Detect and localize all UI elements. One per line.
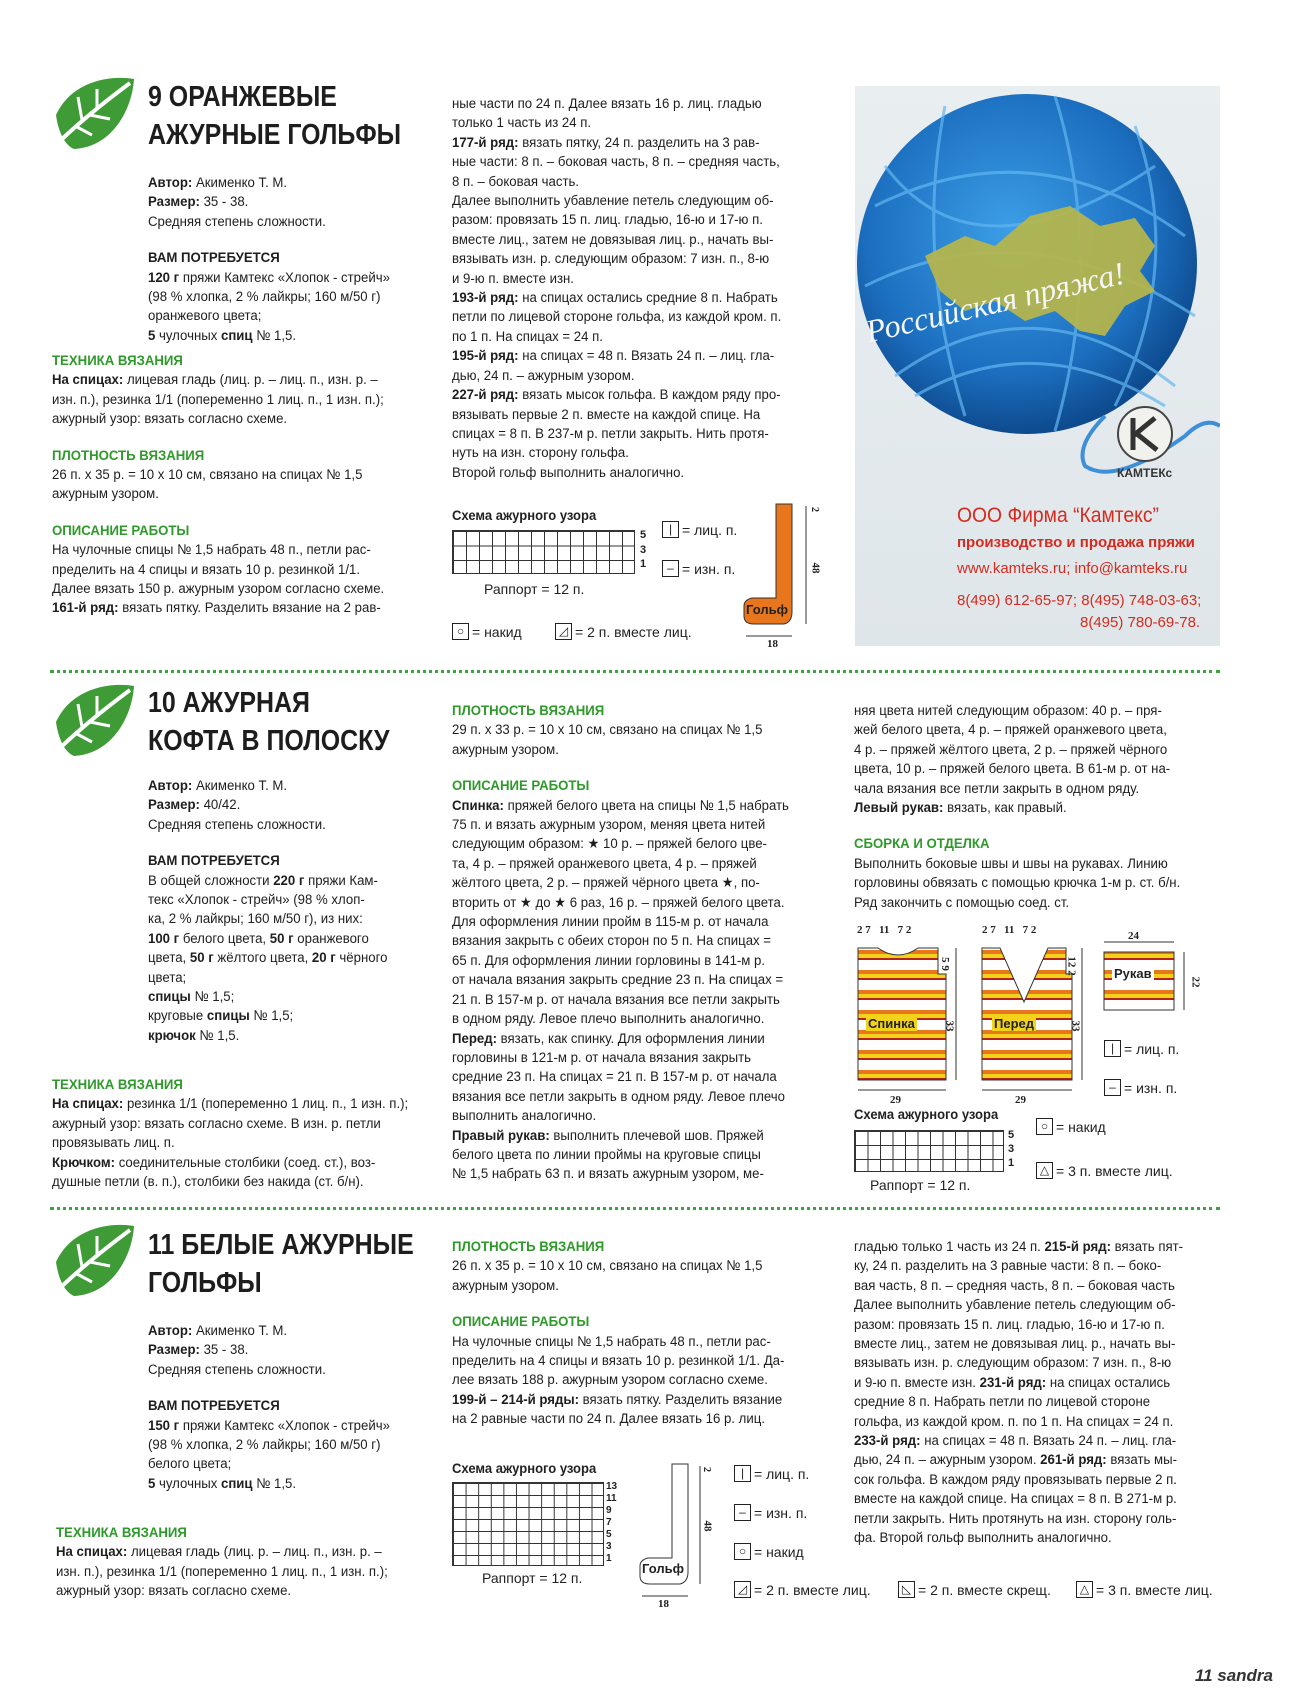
rapport-label: Раппорт = 12 п. (870, 1177, 971, 1193)
scheme-title: Схема ажурного узора (452, 1460, 597, 1476)
sock-top-dim: 2 (809, 507, 820, 512)
purl-symbol-icon: – (734, 1504, 751, 1521)
scheme-title: Схема ажурного узора (854, 1106, 999, 1122)
k3tog-icon: △ (1036, 1162, 1053, 1179)
front-label: Перед (994, 1016, 1034, 1031)
section-11-description: ПЛОТНОСТЬ ВЯЗАНИЯ 26 п. х 35 р. = 10 х 10 см, связано на спицах № 1,5 ажурным узором. ОПИСАНИЕ РАБОТЫ На чулочные спицы № 1,5 набрать 48 п., петли рас- пределить на 4 спицы и вязать 10 р. резинкой 1/1. Да- лее вязать 188 р. ажурным узором согласно схеме. 199-й – 214-й ряды: вязать пятку. Разделить вязание на 2 равные части по 24 п. Далее вязать 16 р. лиц. (452, 1239, 785, 1428)
ad-website: www.kamteks.ru; info@kamteks.ru (957, 560, 1188, 577)
section-9-meta: Автор: Акименко Т. М. Размер: 35 - 38. Средняя степень сложности. ВАМ ПОТРЕБУЕТСЯ 120 г пряжи Камтекс «Хлопок - стрейч» (98 % хлопка, 2 % лайкры; 160 м/50 г) оранжевого цвета; 5 чулочных спиц № 1,5. (148, 175, 390, 344)
leaf-icon (52, 75, 137, 155)
section-11-technique: ТЕХНИКА ВЯЗАНИЯ На спицах: лицевая гладь (лиц. р. – лиц. п., изн. р. – изн. п.), резинка 1/1 (попеременно 1 лиц. п., 1 изн. п.); ажурный узор: вязать согласно схеме. (56, 1525, 388, 1600)
back-panel (858, 948, 946, 1080)
ad-phones-2: 8(495) 780-69-78. (1080, 614, 1201, 631)
legend-yarn-over: ○ = накид (1036, 1118, 1106, 1135)
knit-symbol-icon: | (1104, 1040, 1121, 1057)
legend-k2tog: ◿ = 2 п. вместе лиц. (734, 1581, 871, 1598)
sock-label: Гольф (746, 602, 788, 617)
kamteks-advert (855, 86, 1220, 646)
sock-width-dim: 18 (658, 1598, 669, 1610)
rapport-label: Раппорт = 12 п. (484, 581, 585, 597)
back-top-dims: 2 7 11 7 2 (857, 924, 912, 936)
section-10-sleeve-assembly: няя цвета нитей следующим образом: 40 р. – пря- жей белого цвета, 4 р. – пряжей оранжевого цвета, 4 р. – пряжей жёлтого цвета, 2 р. – пряжей чёрного цвета, 10 р. – пряжей белого цвета. В 61-м р. от на- чала вязания все петли закрыть в одном ряду. Левый рукав: вязать, как правый. СБОРКА И ОТДЕЛКА Выполнить боковые швы и швы на рукавах. Линию горловины обвязать с помощью крючка 1-м р. ст. б/н. Ряд закончить с помощью соед. ст. (854, 703, 1181, 911)
section-divider (50, 1207, 1220, 1210)
garment-diagram (854, 930, 1224, 1100)
front-width-dim: 29 (1015, 1094, 1026, 1106)
legend-purl: – = изн. п. (734, 1504, 807, 1521)
leaf-icon (52, 682, 137, 762)
sleeve-height-dim: 22 (1189, 976, 1202, 988)
ad-company: ООО Фирма “Камтекс” (957, 504, 1159, 527)
section-10-meta: Автор: Акименко Т. М. Размер: 40/42. Средняя степень сложности. ВАМ ПОТРЕБУЕТСЯ В общей сложности 220 г пряжи Кам- текс «Хлопок - стрейч» (98 % хлоп- ка, 2 % лайкры; 160 м/50 г), из них: 100 г белого цвета, 50 г оранжевого цвета, 50 г жёлтого цвета, 20 г чёрного цвета; спицы № 1,5; круговые спицы № 1,5; крючок № 1,5. (148, 778, 388, 1044)
section-divider (50, 670, 1220, 673)
legend-purl: – = изн. п. (662, 560, 735, 577)
pattern-chart (854, 1130, 1004, 1172)
back-width-dim: 29 (890, 1094, 901, 1106)
section-10-title: 10 АЖУРНАЯ КОФТА В ПОЛОСКУ (148, 687, 390, 757)
yarn-over-icon: ○ (452, 623, 469, 640)
back-height-dim: 33 (943, 1020, 956, 1032)
k2tog-icon: ◿ (734, 1581, 751, 1598)
legend-knit: | = лиц. п. (734, 1465, 809, 1482)
ad-phones-1: 8(499) 612-65-97; 8(495) 748-03-63; (957, 592, 1202, 609)
section-9-continued: ные части по 24 п. Далее вязать 16 р. лиц. гладью только 1 часть из 24 п. 177-й ряд: вязать пятку, 24 п. разделить на 3 рав- ные части: 8 п. – боковая часть, 8 п. – средняя часть, 8 п. – боковая часть. Далее выполнить убавление петель следующим об- разом: провязать 15 п. лиц. гладью, 16-ю и 17-ю п. вместе лиц., затем не довязывая лиц. р., начать вы- вязывать изн. р. следующим образом: 7 изн. п., 8-ю и 9-ю п. вместе изн. 193-й ряд: на спицах остались средние 8 п. Набрать петли по лицевой стороне гольфа, из каждой кром. п. по 1 п. На спицах = 24 п. 195-й ряд: на спицах = 48 п. Вязать 24 п. – лиц. гла- дью, 24 п. – ажурным узором. 227-й ряд: вязать мысок гольфа. В каждом ряду про- вязывать первые 2 п. вместе на каждой спице. На спицах = 8 п. В 237-м р. петли закрыть. Нить протя- нуть на изн. сторону гольфа. Второй гольф выполнить аналогично. (452, 96, 782, 481)
sock-diagram (740, 500, 820, 648)
ad-brand: КАМТЕКс (1117, 466, 1173, 480)
ssk-icon: ◺ (898, 1581, 915, 1598)
section-10-technique: ТЕХНИКА ВЯЗАНИЯ На спицах: резинка 1/1 (попеременно 1 лиц. п., 1 изн. п.); ажурный узор: вязать согласно схеме. В изн. р. петли провязывать лиц. п. Крючком: соединительные столбики (соед. ст.), воз- душные петли (в. п.), столбики без накида (ст. б/н). (52, 1077, 409, 1191)
back-side-dims: 5 9 (938, 957, 951, 971)
sleeve-label: Рукав (1114, 966, 1152, 981)
sock-height-dim: 48 (809, 562, 822, 574)
sock-diagram (636, 1460, 716, 1610)
legend-purl: – = изн. п. (1104, 1079, 1177, 1096)
leaf-icon (52, 1222, 137, 1302)
front-panel (982, 948, 1072, 1080)
legend-k2tog: ◿ = 2 п. вместе лиц. (555, 623, 692, 640)
ad-subtitle: производство и продажа пряжи (957, 534, 1195, 551)
legend-k3tog: △ = 3 п. вместе лиц. (1076, 1581, 1213, 1598)
scheme-title: Схема ажурного узора (452, 507, 597, 523)
front-height-dim: 33 (1069, 1020, 1082, 1032)
front-side-dims: 12 2 (1065, 956, 1078, 976)
rapport-label: Раппорт = 12 п. (482, 1570, 583, 1586)
pattern-chart (452, 530, 635, 574)
legend-knit: | = лиц. п. (1104, 1040, 1179, 1057)
back-label: Спинка (868, 1016, 915, 1031)
yarn-over-icon: ○ (734, 1543, 751, 1560)
sock-top-dim: 2 (701, 1467, 712, 1472)
sock-width-dim: 18 (767, 638, 778, 650)
section-9-technique: ТЕХНИКА ВЯЗАНИЯ На спицах: лицевая гладь (лиц. р. – лиц. п., изн. р. – изн. п.), резинка 1/1 (попеременно 1 лиц. п., 1 изн. п.); ажурный узор: вязать согласно схеме. ПЛОТНОСТЬ ВЯЗАНИЯ 26 п. х 35 р. = 10 х 10 см, связано на спицах № 1,5 ажурным узором. ОПИСАНИЕ РАБОТЫ На чулочные спицы № 1,5 набрать 48 п., петли рас- пределить на 4 спицы и вязать 10 р. резинкой 1/1. Далее вязать 150 р. ажурным узором согласно схеме. 161-й ряд: вязать пятку. Разделить вязание на 2 рав- (52, 353, 385, 617)
chart-row-numbers: 13 11 9 7 5 3 1 (606, 1481, 618, 1564)
legend-yarn-over: ○ = накид (452, 623, 522, 640)
legend-ssk: ◺ = 2 п. вместе скрещ. (898, 1581, 1051, 1598)
page-number: 11 sandra (1194, 1666, 1273, 1685)
section-11-meta: Автор: Акименко Т. М. Размер: 35 - 38. Средняя степень сложности. ВАМ ПОТРЕБУЕТСЯ 150 г пряжи Камтекс «Хлопок - стрейч» (98 % хлопка, 2 % лайкры; 160 м/50 г) белого цвета; 5 чулочных спиц № 1,5. (148, 1323, 390, 1492)
section-11-continued: гладью только 1 часть из 24 п. 215-й ряд: вязать пят- ку, 24 п. разделить на 3 равные части: 8 п. – боко- вая часть, 8 п. – средняя часть, 8 п. – боковая часть Далее выполнить убавление петель следующим об- разом: провязать 15 п. лиц. гладью, 16-ю и 17-ю п. вместе лиц., затем не довязывая лиц. р., начать вы- вязывать изн. р. следующим образом: 7 изн. п., 8-ю и 9-ю п. вместе изн. 231-й ряд: на спицах остались средние 8 п. Набрать петли по лицевой стороне гольфа, из каждой кром. п. по 1 п. На спицах = 24 п. 233-й ряд: на спицах = 48 п. Вязать 24 п. – лиц. гла- дью, 24 п. – ажурным узором. 261-й ряд: вязать мы- сок гольфа. В каждом ряду провязывать первые 2 п. вместе на каждой спице. На спицах = 8 п. В 271-м р. петли закрыть. Нить протянуть на изн. сторону голь- фа. Второй гольф выполнить аналогично. (854, 1239, 1184, 1547)
purl-symbol-icon: – (1104, 1079, 1121, 1096)
legend-knit: | = лиц. п. (662, 521, 737, 538)
legend-yarn-over: ○ = накид (734, 1543, 804, 1560)
knit-symbol-icon: | (734, 1465, 751, 1482)
ad-slogan: Российская пряжа! (862, 254, 1129, 350)
pattern-chart (452, 1482, 604, 1566)
section-10-description: ПЛОТНОСТЬ ВЯЗАНИЯ 29 п. х 33 р. = 10 х 10 см, связано на спицах № 1,5 ажурным узором. ОПИСАНИЕ РАБОТЫ Спинка: пряжей белого цвета на спицы № 1,5 набрать 75 п. и вязать ажурным узором, меняя цвета нитей следующим образом: ★ 10 р. – пряжей белого цве- та, 4 р. – пряжей оранжевого цвета, 4 р. – пряжей жёлтого цвета, 2 р. – пряжей чёрного цвета ★, по- вторить от ★ до ★ 6 раз, 16 р. – пряжей белого цвета. Для оформления линии пройм в 115-м р. от начала вязания закрыть с обеих сторон по 5 п. На спицах = 65 п. Для оформления линии горловины в 141-м р. от начала вязания закрыть средние 23 п. На спицах = 21 п. В 157-м р. от начала вязания все петли закрыть в одном ряду. Левое плечо выполнить аналогично. Перед: вязать, как спинку. Для оформления линии горловины в 121-м р. от начала вязания закрыть средние 23 п. На спицах = 21 п. В 157-м р. от начала вязания все петли закрыть в одном ряду. Левое плечо выполнить аналогично. Правый рукав: выполнить плечевой шов. Пряжей белого цвета по линии проймы на круговые спицы № 1,5 набрать 63 п. и вязать ажурным узором, ме- (452, 703, 789, 1183)
chart-row-numbers: 5 3 1 (640, 529, 647, 570)
chart-row-numbers: 5 3 1 (1008, 1129, 1015, 1169)
k2tog-icon: ◿ (555, 623, 572, 640)
sleeve-panel (1104, 952, 1174, 1010)
sock-height-dim: 48 (701, 1520, 714, 1532)
legend-k3tog: △ = 3 п. вместе лиц. (1036, 1162, 1173, 1179)
yarn-over-icon: ○ (1036, 1118, 1053, 1135)
materials-heading: ВАМ ПОТРЕБУЕТСЯ (148, 250, 280, 267)
sock-label: Гольф (642, 1561, 684, 1576)
k3tog-icon: △ (1076, 1581, 1093, 1598)
knit-symbol-icon: | (662, 521, 679, 538)
purl-symbol-icon: – (662, 560, 679, 577)
front-top-dims: 2 7 11 7 2 (982, 924, 1037, 936)
sleeve-width-dim: 24 (1128, 930, 1139, 942)
section-11-title: 11 БЕЛЫЕ АЖУРНЫЕ ГОЛЬФЫ (148, 1229, 414, 1299)
section-9-title: 9 ОРАНЖЕВЫЕ АЖУРНЫЕ ГОЛЬФЫ (148, 81, 402, 151)
